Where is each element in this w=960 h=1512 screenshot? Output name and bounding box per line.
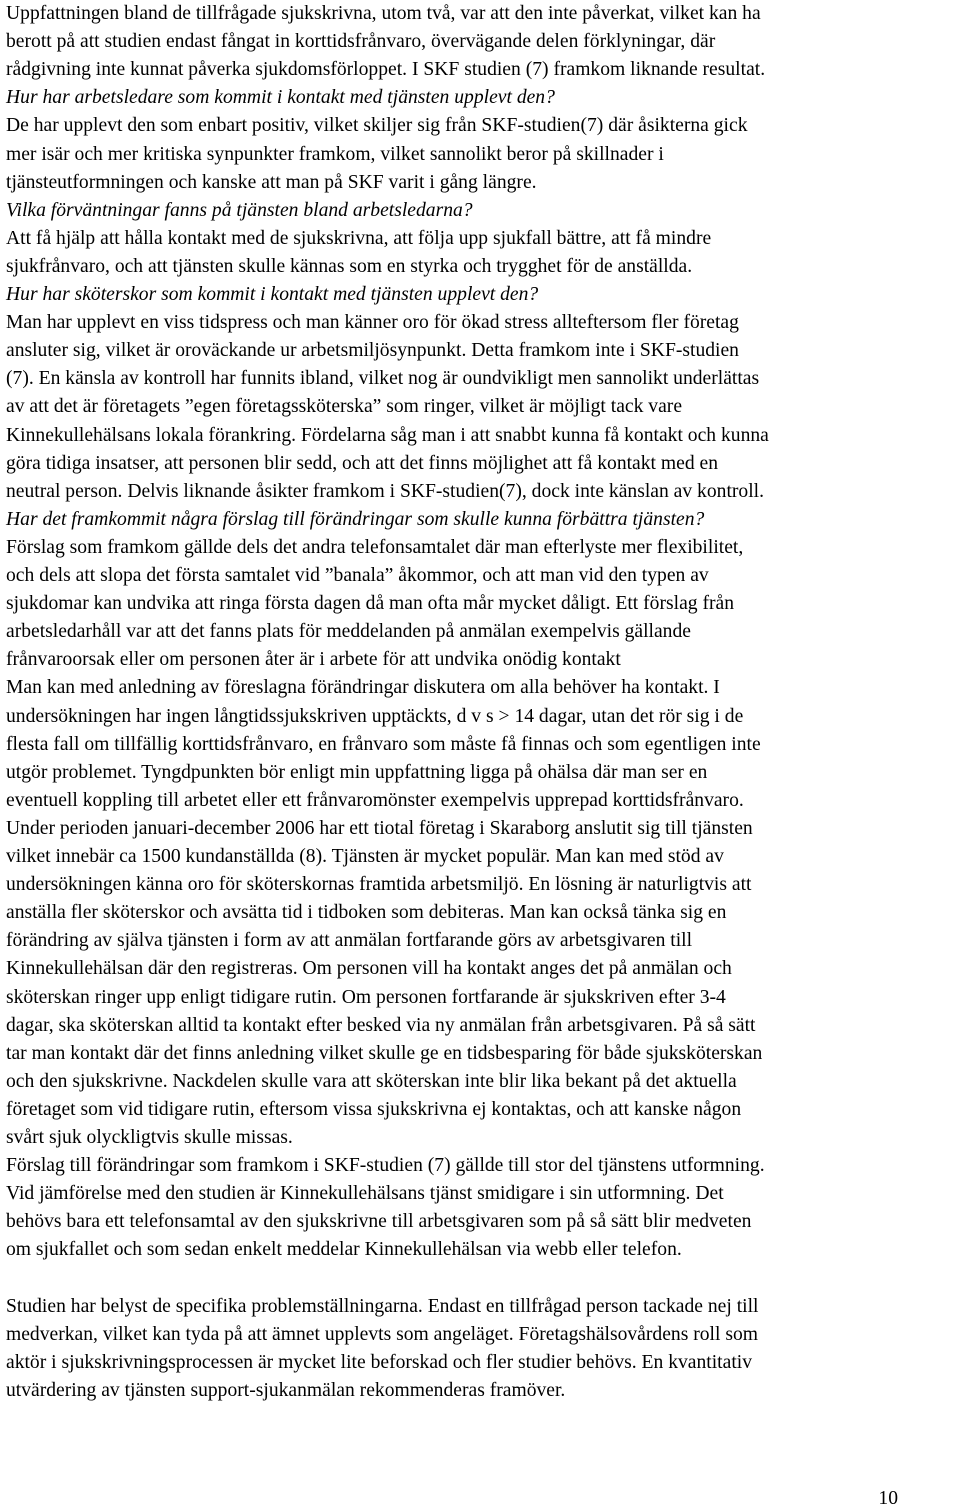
body-text-line: Vid jämförelse med den studien är Kinnekullehälsans tjänst smidigare i sin utformning. Det bbox=[6, 1183, 724, 1205]
body-text-line: av att det är företagets ”egen företagssköterska” som ringer, vilket är möjligt tack vare bbox=[6, 396, 683, 418]
body-text-line: vilket innebär ca 1500 kundanställda (8). Tjänsten är mycket populär. Man kan med stöd av bbox=[6, 846, 724, 867]
body-text-line: De har upplevt den som enbart positiv, vilket skiljer sig från SKF-studien(7) där åsikterna gick bbox=[6, 115, 748, 137]
body-text-line: Man har upplevt en viss tidspress och man känner oro för ökad stress allteftersom fler företag bbox=[6, 312, 739, 334]
body-text-line: Man kan med anledning av föreslagna förändringar diskutera om alla behöver ha kontakt. I bbox=[6, 677, 720, 699]
body-text-line: Förslag som framkom gällde dels det andra telefonsamtalet där man efterlyste mer flexibilitet, bbox=[6, 536, 744, 558]
body-text-line: Att få hjälp att hålla kontakt med de sjukskrivna, att följa upp sjukfall bättre, att få mindre bbox=[6, 227, 712, 249]
body-text-line: Förslag till förändringar som framkom i SKF-studien (7) gällde till stor del tjänstens utformning. bbox=[6, 1155, 765, 1177]
section-question: Vilka förväntningar fanns på tjänsten bland arbetsledarna? bbox=[6, 199, 473, 221]
body-text-line: sköterskan ringer upp enligt tidigare rutin. Om personen fortfarande är sjukskriven efter 3-4 bbox=[6, 986, 726, 1008]
body-text-line: och den sjukskrivne. Nackdelen skulle vara att sköterskan inte blir lika bekant på det aktuella bbox=[6, 1070, 737, 1092]
body-text-line: Under perioden januari-december 2006 har ett tiotal företag i Skaraborg anslutit sig till tjänsten bbox=[6, 817, 753, 839]
body-text-line: förändring av själva tjänsten i form av att anmälan fortfarande görs av arbetsgivaren till bbox=[6, 930, 693, 952]
body-text-line: aktör i sjukskrivningsprocessen är mycket lite beforskad och fler studier behövs. En kvantitativ bbox=[6, 1351, 753, 1373]
body-text-line: svårt sjuk olyckligtvis skulle missas. bbox=[6, 1127, 293, 1148]
body-text-line: arbetsledarhåll var att det fanns plats för meddelanden på anmälan exempelvis gällande bbox=[6, 621, 691, 643]
body-text-line: flesta fall om tillfällig korttidsfrånvaro, en frånvaro som måste få finnas och som egentligen inte bbox=[6, 733, 761, 755]
body-text-line: (7). En känsla av kontroll har funnits ibland, vilket nog är oundvikligt men sannolikt underlättas bbox=[6, 368, 760, 390]
body-text-line: Kinnekullehälsan där den registreras. Om personen vill ha kontakt anges det på anmälan och bbox=[6, 958, 732, 980]
body-text-line: rådgivning inte kunnat påverka sjukdomsförloppet. I SKF studien (7) framkom liknande resultat. bbox=[6, 59, 766, 81]
body-text-line: tjänsteutformningen och kanske att man på SKF varit i gång längre. bbox=[6, 171, 537, 193]
body-text-line: och dels att slopa det första samtalet vid ”banala” åkommor, och att man vid den typen av bbox=[6, 565, 709, 586]
body-text-line: undersökningen har ingen långtidssjukskriven upptäckts, d v s > 14 dagar, utan det rör sig i de bbox=[6, 705, 744, 727]
body-text-line: eventuell koppling till arbetet eller ett frånvaromönster exempelvis upprepad korttidsfrånvaro. bbox=[6, 789, 744, 811]
section-question: Hur har arbetsledare som kommit i kontakt med tjänsten upplevt den? bbox=[6, 87, 555, 109]
body-text-line: Studien har belyst de specifika problemställningarna. Endast en tillfrågad person tackade nej till bbox=[6, 1295, 759, 1317]
section-question: Hur har sköterskor som kommit i kontakt med tjänsten upplevt den? bbox=[6, 284, 539, 305]
body-text-line: behövs bara ett telefonsamtal av den sjukskrivne till arbetsgivaren som på så sätt blir medveten bbox=[6, 1211, 752, 1233]
body-text-line: utgör problemet. Tyngdpunkten bör enligt min uppfattning ligga på ohälsa där man ser en bbox=[6, 761, 708, 783]
body-text-line: tar man kontakt där det finns anledning vilket skulle ge en tidsbesparing för både sjuksköterskan bbox=[6, 1042, 763, 1064]
body-text-line: Kinnekullehälsans lokala förankring. Fördelarna såg man i att snabbt kunna få kontakt och kunna bbox=[6, 424, 769, 446]
page-number: 10 bbox=[878, 1488, 898, 1509]
body-text-line: Uppfattningen bland de tillfrågade sjukskrivna, utom två, var att den inte påverkat, vilket kan ha bbox=[6, 3, 761, 24]
body-text-line: om sjukfallet och som sedan enkelt meddelar Kinnekullehälsan via webb eller telefon. bbox=[6, 1239, 682, 1261]
body-text-line: företaget som vid tidigare rutin, eftersom vissa sjukskrivna ej kontaktas, och att kanske någon bbox=[6, 1098, 742, 1120]
body-text-line: mer isär och mer kritiska synpunkter framkom, vilket sannolikt beror på skillnader i bbox=[6, 143, 664, 165]
body-text-line: göra tidiga insatser, att personen blir sedd, och att det finns möjlighet att få kontakt med en bbox=[6, 452, 719, 474]
body-text-line: anställa fler sköterskor och avsätta tid i tidboken som debiteras. Man kan också tänka sig en bbox=[6, 902, 727, 924]
body-text-line: berott på att studien endast fångat in korttidsfrånvaro, övervägande delen förklyningar, där bbox=[6, 31, 716, 53]
body-text-line: utvärdering av tjänsten support-sjukanmälan rekommenderas framöver. bbox=[6, 1379, 566, 1401]
body-text-line: neutral person. Delvis liknande åsikter framkom i SKF-studien(7), dock inte känslan av kontroll. bbox=[6, 480, 765, 502]
body-text-line: sjukdomar kan undvika att ringa första dagen då man ofta mår mycket dåligt. Ett förslag från bbox=[6, 593, 735, 615]
body-text-line: medverkan, vilket kan tyda på att ämnet upplevts som angeläget. Företagshälsovårdens roll som bbox=[6, 1323, 758, 1345]
body-text-line: frånvaroorsak eller om personen åter är i arbete för att undvika onödig kontakt bbox=[6, 649, 621, 671]
body-text-line: undersökningen känna oro för sköterskornas framtida arbetsmiljö. En lösning är naturligtvis att bbox=[6, 874, 752, 896]
section-question: Har det framkommit några förslag till förändringar som skulle kunna förbättra tjänsten? bbox=[6, 508, 705, 530]
body-text-line: dagar, ska sköterskan alltid ta kontakt efter besked via ny anmälan från arbetsgivaren. På så sätt bbox=[6, 1014, 756, 1036]
body-text-line: sjukfrånvaro, och att tjänsten skulle kännas som en styrka och trygghet för de anställda. bbox=[6, 255, 693, 277]
body-text-line: ansluter sig, vilket är oroväckande ur arbetsmiljösynpunkt. Detta framkom inte i SKF-studien bbox=[6, 340, 739, 362]
